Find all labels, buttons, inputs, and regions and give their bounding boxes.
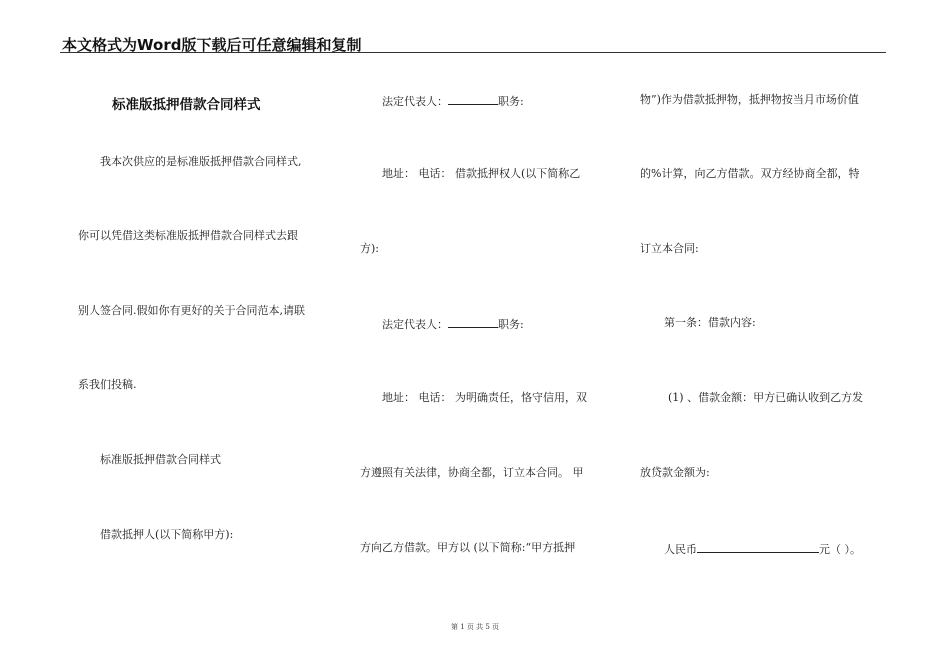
currency-label: 人民币 [664, 543, 697, 556]
col3-article-heading: 第一条：借款内容: [664, 316, 756, 329]
page-footer: 第 1 页 共 5 页 [450, 623, 500, 631]
col3-paragraph-line: (1) 、借款金额：甲方已确认收到乙方发 [668, 391, 864, 404]
legal-rep-label: 法定代表人： [382, 318, 448, 331]
col1-paragraph-line: 别人签合同.假如你有更好的关于合同范本,请联 [78, 304, 305, 317]
col3-amount-line [664, 541, 861, 557]
col2-legal-rep-line [382, 316, 524, 332]
legal-rep-blank [448, 316, 498, 328]
col1-paragraph-line: 你可以凭借这类标准版抵押借款合同样式去跟 [78, 229, 298, 242]
col1-paragraph-line: 系我们投稿. [78, 378, 137, 391]
col1-paragraph-line: 借款抵押人(以下简称甲方): [100, 528, 234, 541]
legal-rep-label: 法定代表人： [382, 95, 448, 108]
col3-paragraph-line: 的%计算，向乙方借款。双方经协商全都，特 [640, 167, 860, 180]
amount-suffix: 元（ ）。 [819, 543, 861, 556]
document-banner: 本文格式为Word版下载后可任意编辑和复制 [62, 36, 362, 54]
position-label: 职务: [498, 95, 524, 108]
col2-legal-rep-line [382, 93, 524, 109]
amount-blank [697, 541, 819, 553]
col2-paragraph-line: 方向乙方借款。甲方以 (以下简称:“甲方抵押 [360, 541, 576, 554]
document-title: 标准版抵押借款合同样式 [112, 97, 261, 113]
col3-paragraph-line: 订立本合同: [640, 242, 699, 255]
col2-paragraph-line: 方遵照有关法律，协商全都，订立本合同。 甲 [360, 466, 584, 479]
col1-subtitle: 标准版抵押借款合同样式 [100, 453, 221, 466]
banner-divider [60, 52, 886, 53]
col1-paragraph-line: 我本次供应的是标准版抵押借款合同样式, [100, 155, 302, 168]
col3-paragraph-line: 放贷款金额为: [640, 466, 710, 479]
legal-rep-blank [448, 93, 498, 105]
position-label: 职务: [498, 318, 524, 331]
col2-paragraph-line: 地址： 电话： 借款抵押权人(以下简称乙 [382, 167, 581, 180]
col2-paragraph-line: 地址： 电话： 为明确责任，恪守信用，双 [382, 391, 587, 404]
col2-paragraph-line: 方): [360, 242, 379, 255]
col3-paragraph-line: 物”)作为借款抵押物，抵押物按当月市场价值 [640, 93, 859, 106]
